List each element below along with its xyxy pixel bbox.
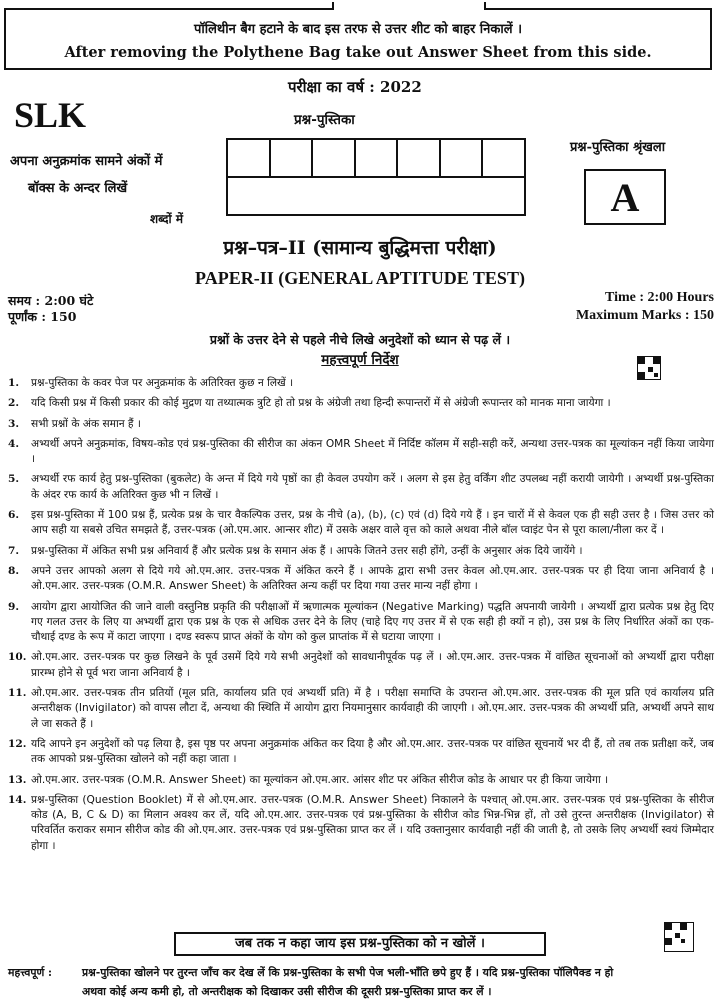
do-not-open-notice: जब तक न कहा जाय इस प्रश्न-पुस्तिका को न खोलें ।	[174, 932, 546, 956]
instruction-text: इस प्रश्न-पुस्तिका में 100 प्रश्न हैं, प्रत्येक प्रश्न के चार वैकल्पिक उत्तर, प्रश्न के नीचे (a), (b), (c) एवं (d) दिये गये हैं । इन चारों में से केवल एक ही सही उत्तर है । जिस उत्तर को आप सही या सबसे उचित समझते हैं, उत्तर-पत्रक (ओ.एम.आर. आन्सर शीट) में उसके अक्षर वाले वृत्त को काले अथवा नीले बॉल प्वाइंट पेन से पूरा काला/नीला कर दें ।	[31, 509, 714, 537]
instruction-number: 14.	[8, 793, 27, 806]
instruction-number: 11.	[8, 687, 27, 700]
instruction-item	[8, 686, 714, 732]
instruction-item	[8, 472, 714, 503]
instruction-text: सभी प्रश्नों के अंक समान हैं ।	[31, 417, 141, 430]
instruction-item	[8, 564, 714, 595]
instruction-item	[8, 773, 714, 788]
banner-text-hindi: पॉलिथीन बैग हटाने के बाद इस तरफ से उत्तर शीट को बाहर निकालें ।	[193, 22, 523, 37]
roll-digit-cell[interactable]	[313, 140, 356, 176]
instruction-text: प्रश्न-पुस्तिका के कवर पेज पर अनुक्रमांक के अतिरिक्त कुछ न लिखें ।	[31, 377, 294, 389]
instructions-list	[8, 376, 714, 859]
roll-number-instruction-line1: अपना अनुक्रमांक सामने अंकों में	[10, 154, 163, 169]
time-hindi: समय : 2:00 घंटे	[8, 293, 94, 308]
roll-digit-cell[interactable]	[398, 140, 441, 176]
read-instructions-note: प्रश्नों के उत्तर देने से पहले नीचे लिखे अनुदेशों को ध्यान से पढ़ लें ।	[209, 332, 511, 347]
important-note-line1: प्रश्न-पुस्तिका खोलने पर तुरन्त जाँच कर देख लें कि प्रश्न-पुस्तिका के सभी पेज भली-भाँति छपे हुए हैं । यदि प्रश्न-पुस्तिका पॉलिपैक्ड न हो	[82, 966, 614, 979]
qr-code-icon	[664, 922, 694, 952]
instruction-text: ओ.एम.आर. उत्तर-पत्रक पर कुछ लिखने के पूर्व उसमें दिये गये सभी अनुदेशों को सावधानीपूर्वक पढ़ लें । ओ.एम.आर. उत्तर-पत्रक में वांछित सूचनाओं को अभ्यर्थी द्वारा परीक्षा प्रारम्भ होने से पूर्व भरा जाना अनिवार्य है ।	[31, 651, 714, 679]
instruction-text: आयोग द्वारा आयोजित की जाने वाली वस्तुनिष्ठ प्रकृति की परीक्षाओं में ऋणात्मक मूल्यांकन (Negative Marking) पद्धति अपनायी जायेगी । अभ्यर्थी द्वारा प्रत्येक प्रश्न हेतु दिए गए गलत उत्तर के लिए या अभ्यर्थी द्वारा एक प्रश्न के एक से अधिक उत्तर देने के लिए (चाहे दिए गए उत्तर में से एक सही ही क्यों न हो), उस प्रश्न के लिए निर्धारित अंकों का एक-चौथाई दण्ड के रूप में काटा जाएगा । दण्ड स्वरूप प्राप्त अंकों के योग को कुल प्राप्तांक में से घटाया जाएगा ।	[31, 600, 714, 644]
instruction-item	[8, 650, 714, 681]
instruction-item	[8, 737, 714, 768]
roll-digit-cell[interactable]	[271, 140, 314, 176]
instruction-number: 9.	[8, 600, 20, 613]
instruction-item	[8, 396, 714, 411]
marks-hindi: पूर्णांक : 150	[8, 309, 77, 324]
instruction-number: 5.	[8, 473, 20, 486]
instruction-text: अभ्यर्थी रफ कार्य हेतु प्रश्न-पुस्तिका (बुकलेट) के अन्त में दिये गये पृष्ठों का ही केवल उपयोग करें । अलग से इस हेतु वर्किंग शीट उपलब्ध नहीं करायी जायेगी । अभ्यर्थी प्रश्न-पुस्तिका के अंदर रफ कार्य के अतिरिक्त कुछ भी न लिखें ।	[31, 473, 714, 501]
instruction-text: प्रश्न-पुस्तिका में अंकित सभी प्रश्न अनिवार्य हैं और प्रत्येक प्रश्न के समान अंक हैं । आपके जितने उत्तर सही होंगे, उन्हीं के अनुसार अंक दिये जायेंगे ।	[31, 544, 583, 557]
instruction-text: यदि किसी प्रश्न में किसी प्रकार की कोई मुद्रण या तथ्यात्मक त्रुटि हो तो प्रश्न के अंग्रेजी तथा हिन्दी रूपान्तरों में से अंग्रेजी रूपान्तर को मानक माना जायेगा ।	[31, 397, 611, 410]
roll-number-instruction-line2: बॉक्स के अन्दर लिखें	[28, 181, 128, 196]
answer-sheet-banner	[4, 8, 712, 70]
instruction-number: 8.	[8, 564, 20, 577]
banner-tab	[332, 2, 486, 10]
instruction-text: ओ.एम.आर. उत्तर-पत्रक तीन प्रतियों (मूल प्रति, कार्यालय प्रति एवं अभ्यर्थी प्रति) में है । परीक्षा समाप्ति के उपरान्त ओ.एम.आर. उत्तर-पत्रक की मूल प्रति एवं कार्यालय प्रति अन्तरीक्षक (Invigilator) को वापस लौटा दें, अन्यथा की स्थिति में आयोग द्वारा नियमानुसार कार्यवाही की जाएगी । ओ.एम.आर. उत्तर-पत्रक की अभ्यर्थी प्रति, अभ्यर्थी अपने साथ ले जा सकते हैं ।	[31, 687, 714, 730]
instruction-number: 2.	[8, 397, 20, 410]
important-note-label: महत्त्वपूर्ण :	[8, 966, 53, 979]
banner-text-english: After removing the Polythene Bag take out Answer Sheet from this side.	[64, 44, 652, 61]
instruction-number: 10.	[8, 651, 27, 664]
series-box: A	[584, 169, 666, 225]
instructions-heading	[0, 350, 720, 368]
series-label: प्रश्न-पुस्तिका श्रृंखला	[570, 140, 666, 155]
instruction-item	[8, 376, 714, 391]
time-english: Time : 2:00 Hours	[604, 290, 714, 305]
instruction-number: 12.	[8, 737, 27, 750]
roll-digit-cell[interactable]	[441, 140, 484, 176]
instruction-number: 1.	[8, 377, 20, 389]
instruction-text: प्रश्न-पुस्तिका (Question Booklet) में से ओ.एम.आर. उत्तर-पत्रक (O.M.R. Answer Sheet) निकालने के पश्चात् ओ.एम.आर. उत्तर-पत्रक एवं प्रश्न-पुस्तिका के सीरीज कोड (A, B, C & D) का मिलान अवश्य कर लें, यदि ओ.एम.आर. उत्तर-पत्रक एवं प्रश्न-पुस्तिका के सीरीज कोड भिन्न-भिन्न हों, तो उसे तुरन्त अन्तरीक्षक (Invigilator) से परिवर्तित कराकर समान सीरीज कोड की ओ.एम.आर. उत्तर-पत्रक एवं प्रश्न-पुस्तिका प्राप्त कर लें । यदि उक्तानुसार कार्यवाही नहीं की जाती है, तो उसके लिए अभ्यर्थी स्वयं जिम्मेदार होगा ।	[31, 793, 714, 852]
instruction-number: 7.	[8, 544, 20, 557]
important-note-line2: अथवा कोई अन्य कमी हो, तो अन्तरीक्षक को दिखाकर उसी सीरीज की दूसरी प्रश्न-पुस्तिका प्राप्त कर लें ।	[82, 985, 492, 998]
instruction-text: अभ्यर्थी अपने अनुक्रमांक, विषय-कोड एवं प्रश्न-पुस्तिका की सीरीज का अंकन OMR Sheet में निर्दिष्ट कॉलम में सही-सही करें, अन्यथा उत्तर-पत्रक का मूल्यांकन नहीं किया जायेगा ।	[31, 437, 714, 466]
paper-title-english: PAPER-II (GENERAL APTITUDE TEST)	[195, 268, 525, 288]
instruction-item	[8, 600, 714, 646]
in-words-label: शब्दों में	[150, 212, 183, 226]
instruction-item	[8, 508, 714, 539]
roll-digit-cell[interactable]	[228, 140, 271, 176]
paper-title-hindi: प्रश्न–पत्र–II (सामान्य बुद्धिमत्ता परीक्षा)	[223, 237, 497, 259]
booklet-label: प्रश्न-पुस्तिका	[294, 112, 355, 128]
roll-number-digits-row	[228, 140, 524, 178]
marks-english: Maximum Marks : 150	[575, 308, 714, 323]
paper-code: SLK	[14, 95, 87, 135]
exam-year: परीक्षा का वर्ष : 2022	[288, 78, 422, 96]
instruction-item	[8, 544, 714, 559]
instruction-text: ओ.एम.आर. उत्तर-पत्रक (O.M.R. Answer Sheet) का मूल्यांकन ओ.एम.आर. आंसर शीट पर अंकित सीरीज कोड के आधार पर ही किया जायेगा ।	[31, 773, 609, 786]
roll-number-box	[226, 138, 526, 216]
instruction-number: 6.	[8, 509, 20, 522]
roll-digit-cell[interactable]	[356, 140, 399, 176]
instruction-item	[8, 417, 714, 432]
instruction-number: 13.	[8, 773, 27, 786]
instruction-number: 4.	[8, 437, 20, 450]
instruction-number: 3.	[8, 417, 20, 430]
roll-digit-cell[interactable]	[483, 140, 524, 176]
instruction-text: अपने उत्तर आपको अलग से दिये गये ओ.एम.आर. उत्तर-पत्रक में अंकित करने हैं । आपके द्वारा सभी उत्तर केवल ओ.एम.आर. उत्तर-पत्रक पर ही दिया जाना अनिवार्य है । ओ.एम.आर. उत्तर-पत्रक (O.M.R. Answer Sheet) के अतिरिक्त अन्य कहीं पर दिया गया उत्तर मान्य नहीं होगा ।	[31, 564, 714, 593]
instruction-item	[8, 437, 714, 468]
instruction-text: यदि आपने इन अनुदेशों को पढ़ लिया है, इस पृष्ठ पर अपना अनुक्रमांक अंकित कर दिया है और ओ.एम.आर. उत्तर-पत्रक पर वांछित सूचनायें भर दी हैं, तो तब तक प्रतीक्षा करें, जब तक आपको प्रश्न-पुस्तिका खोलने को नहीं कहा जाता ।	[31, 737, 714, 766]
instruction-item	[8, 793, 714, 854]
instructions-heading-text: महत्त्वपूर्ण निर्देश	[321, 352, 399, 368]
